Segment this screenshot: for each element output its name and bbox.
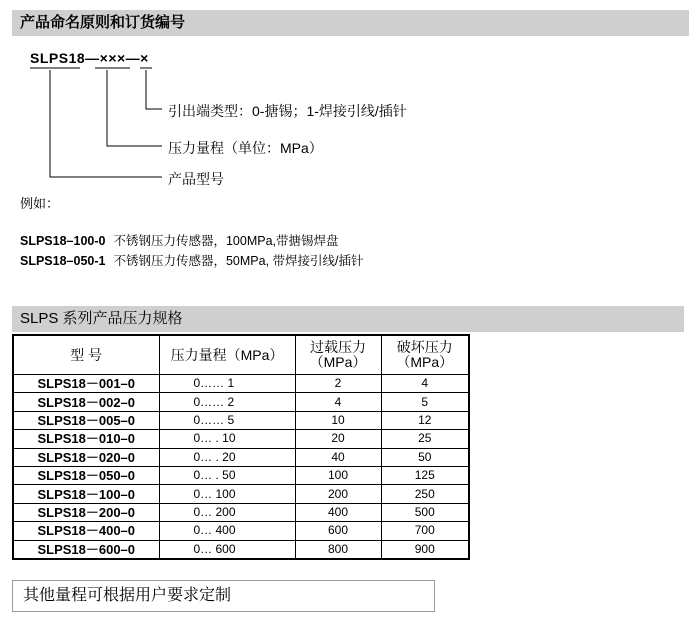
- header-overload: 过载压力（MPa）: [295, 335, 381, 375]
- range-cell: 0… 200: [159, 503, 295, 521]
- table-row: [13, 430, 469, 448]
- example-label: 例如：: [20, 196, 60, 211]
- naming-section-title: 产品命名原则和订货编号: [12, 10, 689, 36]
- header-range: 压力量程（MPa）: [159, 335, 295, 375]
- range-cell: 0… . 20: [159, 448, 295, 466]
- model-cell: SLPS18－005–0: [13, 411, 159, 429]
- header-model: 型 号: [13, 335, 159, 375]
- order-code-pattern: SLPS18—×××—×: [30, 50, 149, 66]
- table-row: [13, 411, 469, 429]
- model-cell: SLPS18－002–0: [13, 393, 159, 411]
- spec-section-title: SLPS 系列产品压力规格: [12, 306, 684, 332]
- burst-cell: 50: [381, 448, 469, 466]
- burst-cell: 25: [381, 430, 469, 448]
- overload-cell: 10: [295, 411, 381, 429]
- range-cell: 0…… 2: [159, 393, 295, 411]
- burst-cell: 250: [381, 485, 469, 503]
- range-cell: 0… 100: [159, 485, 295, 503]
- overload-cell: 400: [295, 503, 381, 521]
- burst-cell: 12: [381, 411, 469, 429]
- overload-cell: 800: [295, 540, 381, 559]
- example-2-model: SLPS18–050-1: [20, 254, 106, 268]
- example-1: [20, 231, 339, 249]
- overload-cell: 2: [295, 375, 381, 393]
- table-row: [13, 466, 469, 484]
- overload-cell: 4: [295, 393, 381, 411]
- range-cell: 0… 600: [159, 540, 295, 559]
- table-row: [13, 485, 469, 503]
- header-burst: 破坏压力（MPa）: [381, 335, 469, 375]
- annotation-terminal-type: 引出端类型：0-搪锡；1-焊接引线/插针: [168, 103, 407, 119]
- range-cell: 0… . 50: [159, 466, 295, 484]
- table-row: [13, 540, 469, 559]
- spec-table: [12, 334, 470, 560]
- table-row: [13, 522, 469, 540]
- burst-cell: 125: [381, 466, 469, 484]
- overload-cell: 20: [295, 430, 381, 448]
- model-cell: SLPS18－600–0: [13, 540, 159, 559]
- model-cell: SLPS18－200–0: [13, 503, 159, 521]
- burst-cell: 4: [381, 375, 469, 393]
- model-cell: SLPS18－001–0: [13, 375, 159, 393]
- burst-cell: 500: [381, 503, 469, 521]
- overload-cell: 600: [295, 522, 381, 540]
- code-diagram-lines: [0, 0, 700, 200]
- model-cell: SLPS18－050–0: [13, 466, 159, 484]
- overload-cell: 200: [295, 485, 381, 503]
- annotation-pressure-range: 压力量程（单位：MPa）: [168, 140, 323, 156]
- burst-cell: 5: [381, 393, 469, 411]
- range-cell: 0…… 1: [159, 375, 295, 393]
- model-cell: SLPS18－010–0: [13, 430, 159, 448]
- custom-range-note: 其他量程可根据用户要求定制: [12, 580, 435, 612]
- overload-cell: 100: [295, 466, 381, 484]
- model-cell: SLPS18－020–0: [13, 448, 159, 466]
- example-2-desc: 不锈钢压力传感器，50MPa, 带焊接引线/插针: [113, 254, 364, 268]
- model-cell: SLPS18－400–0: [13, 522, 159, 540]
- model-cell: SLPS18－100–0: [13, 485, 159, 503]
- burst-cell: 700: [381, 522, 469, 540]
- table-row: [13, 375, 469, 393]
- range-cell: 0… 400: [159, 522, 295, 540]
- table-header-row: [13, 335, 469, 375]
- example-1-desc: 不锈钢压力传感器，100MPa,带搪锡焊盘: [113, 234, 339, 248]
- example-2: [20, 251, 364, 269]
- table-row: [13, 393, 469, 411]
- table-row: [13, 448, 469, 466]
- example-1-model: SLPS18–100-0: [20, 234, 106, 248]
- burst-cell: 900: [381, 540, 469, 559]
- overload-cell: 40: [295, 448, 381, 466]
- table-row: [13, 503, 469, 521]
- range-cell: 0…… 5: [159, 411, 295, 429]
- annotation-product-model: 产品型号: [168, 171, 224, 187]
- range-cell: 0… . 10: [159, 430, 295, 448]
